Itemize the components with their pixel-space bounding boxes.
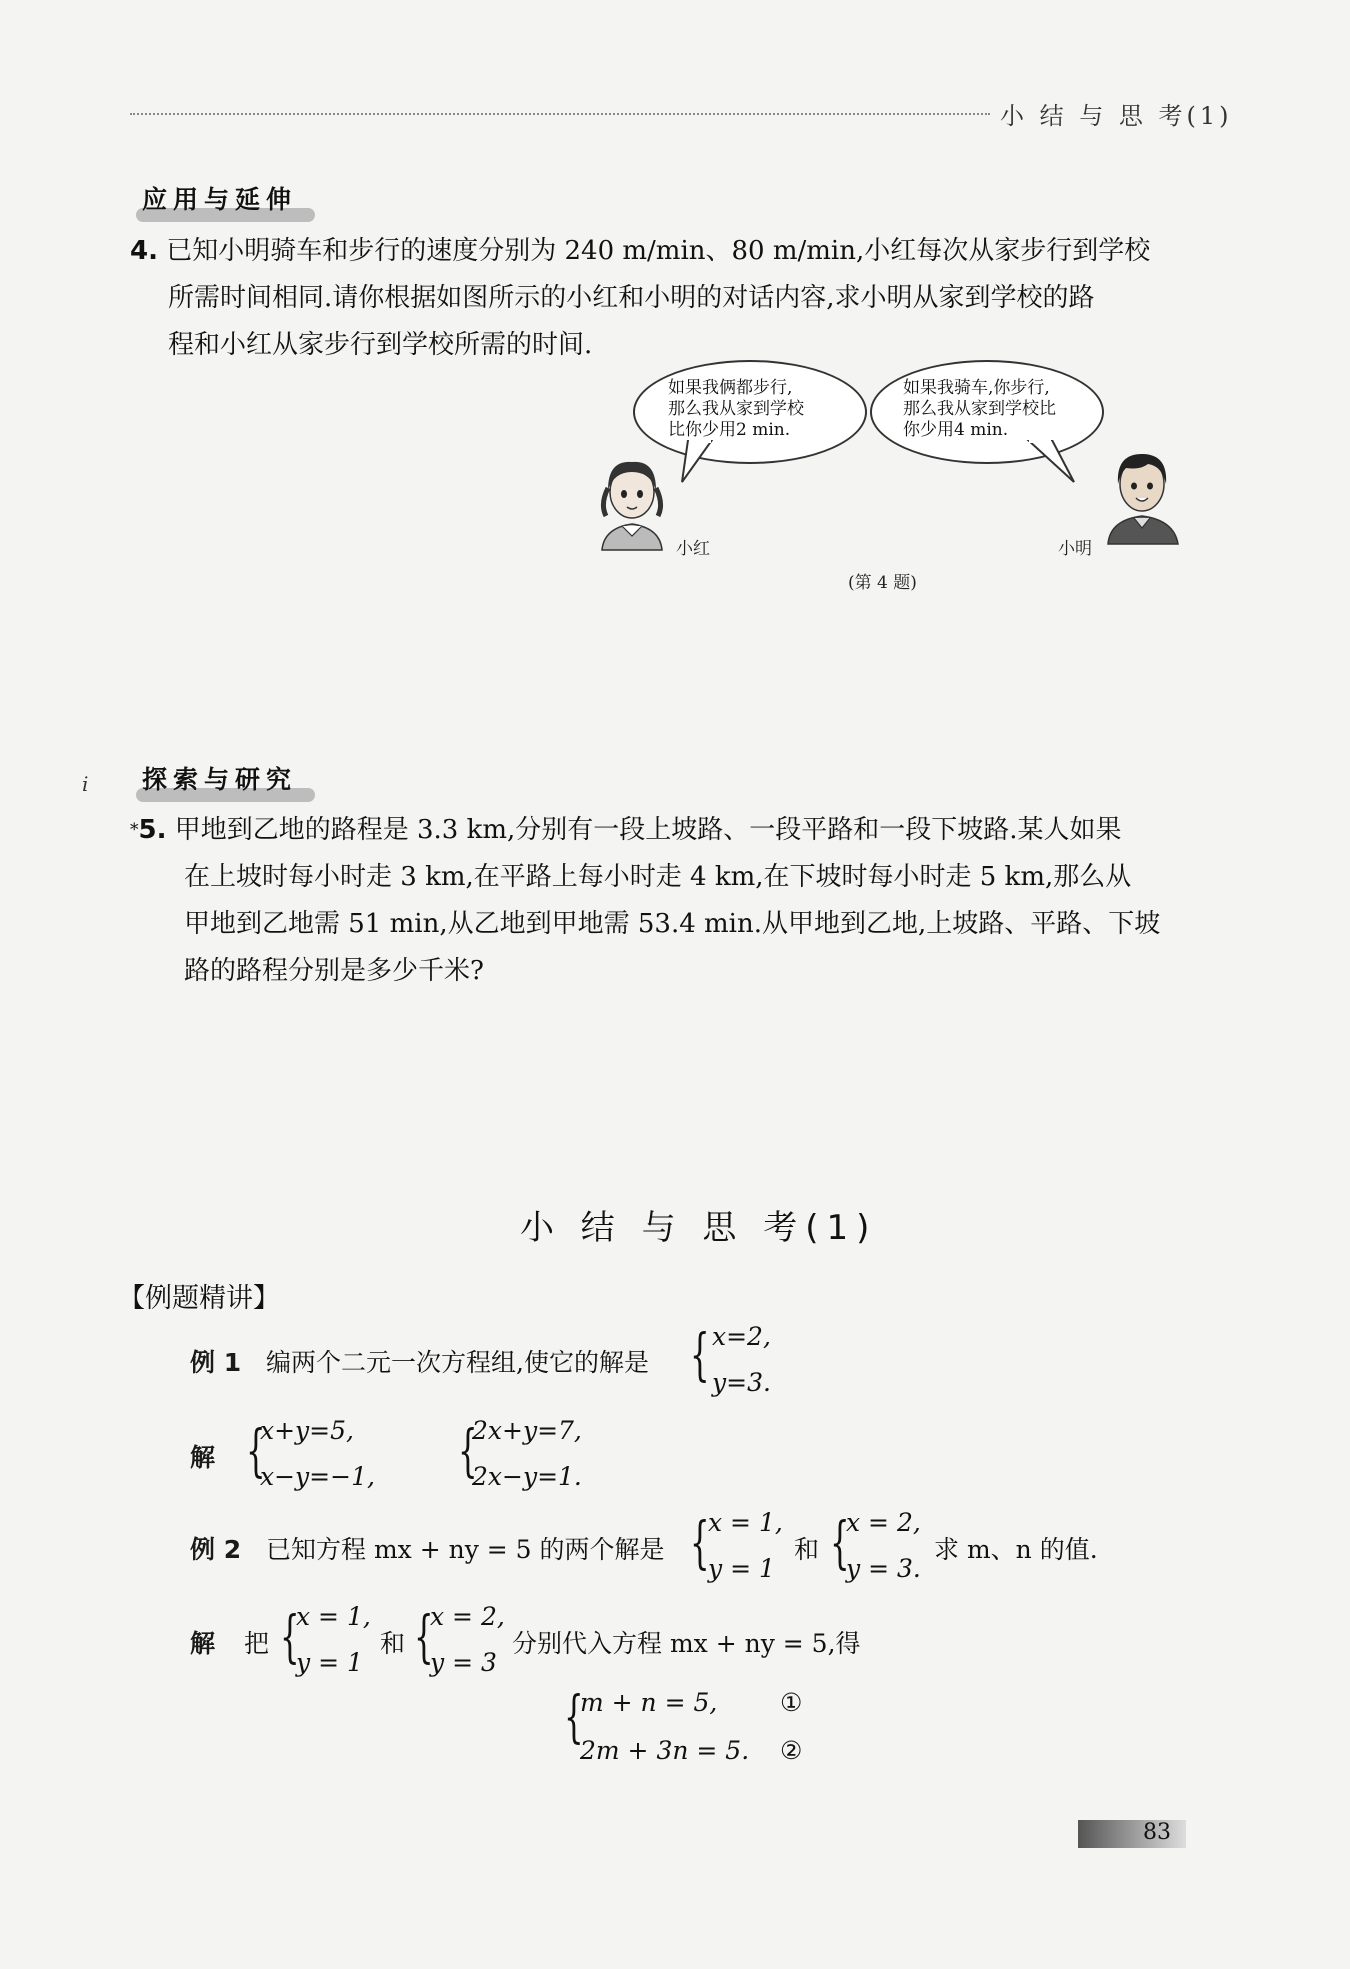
solution-row: y = 3. — [846, 1554, 921, 1583]
subsection-heading: 【例题精讲】 — [118, 1283, 280, 1314]
example-2-tail: 求 m、n 的值. — [934, 1535, 1098, 1564]
question-5-line1: 甲地到乙地的路程是 3.3 km,分别有一段上坡路、一段平路和一段下坡路.某人如果 — [174, 815, 1122, 845]
boy-illustration — [1100, 440, 1185, 550]
bubble-tail-left — [680, 440, 730, 485]
header-rule — [130, 113, 990, 115]
solution-2-tail: 分别代入方程 mx + ny = 5,得 — [512, 1629, 861, 1658]
section-banner-exploration: 探索与研究 — [136, 758, 307, 800]
page-number: 83 — [1143, 1820, 1171, 1845]
question-4-line2: 所需时间相同.请你根据如图所示的小红和小明的对话内容,求小明从家到学校的路 — [168, 283, 1095, 313]
solution-row: x = 2, — [430, 1602, 505, 1631]
example-1-label: 例 1 — [190, 1348, 242, 1377]
speech-line: 那么我从家到学校比 — [903, 399, 1056, 419]
equation-2: 2m + 3n = 5. — [580, 1736, 750, 1765]
question-number: 5. — [138, 815, 167, 845]
page-title: 小 结 与 思 考(1) — [520, 1208, 878, 1248]
solution-row: x = 2, — [846, 1508, 921, 1537]
speech-line: 那么我从家到学校 — [668, 399, 804, 419]
running-header: 小 结 与 思 考(1) — [1000, 102, 1233, 130]
system-row: x−y=−1, — [260, 1462, 375, 1491]
solution-row: y=3. — [712, 1368, 771, 1397]
speech-line: 如果我俩都步行, — [668, 378, 793, 398]
question-5-line2: 在上坡时每小时走 3 km,在平路上每小时走 4 km,在下坡时每小时走 5 km,那么从 — [184, 862, 1132, 892]
solution-row: x = 1, — [296, 1602, 371, 1631]
solution-row: x = 1, — [708, 1508, 783, 1537]
brace: { — [830, 1511, 850, 1576]
girl-name: 小红 — [676, 539, 710, 559]
system-row: 2x−y=1. — [472, 1462, 582, 1491]
brace: { — [414, 1605, 434, 1670]
margin-mark: i — [82, 772, 89, 796]
example-2-label: 例 2 — [190, 1535, 242, 1564]
example-1-text: 编两个二元一次方程组,使它的解是 — [266, 1348, 649, 1377]
solution-1-label: 解 — [190, 1443, 216, 1472]
and-word: 和 — [380, 1629, 406, 1658]
question-4-line3: 程和小红从家步行到学校所需的时间. — [168, 330, 593, 360]
equation-2-tag: ② — [780, 1736, 803, 1765]
question-5 — [130, 807, 1122, 854]
equation-1: m + n = 5, — [580, 1688, 718, 1717]
figure-caption: (第 4 题) — [848, 573, 917, 593]
equation-1-tag: ① — [780, 1688, 803, 1717]
brace: { — [246, 1419, 266, 1484]
speech-line: 如果我骑车,你步行, — [903, 378, 1050, 398]
brace: { — [280, 1605, 300, 1670]
bubble-tail-right — [1020, 440, 1080, 485]
system-row: x+y=5, — [260, 1416, 354, 1445]
question-5-line3: 甲地到乙地需 51 min,从乙地到甲地需 53.4 min.从甲地到乙地,上坡路、平路、下坡 — [184, 909, 1161, 939]
question-4 — [130, 228, 1150, 275]
solution-row: y = 1 — [296, 1648, 363, 1677]
girl-illustration — [592, 450, 672, 560]
put-word: 把 — [244, 1629, 270, 1658]
solution-row: y = 3 — [430, 1648, 497, 1677]
brace: { — [564, 1685, 584, 1750]
question-5-line4: 路的路程分别是多少千米? — [184, 956, 484, 986]
brace: { — [690, 1323, 710, 1388]
solution-row: x=2, — [712, 1322, 771, 1351]
example-2-text: 已知方程 mx + ny = 5 的两个解是 — [266, 1535, 665, 1564]
system-row: 2x+y=7, — [472, 1416, 582, 1445]
and-word: 和 — [794, 1535, 820, 1564]
question-number: 4. — [130, 236, 158, 266]
question-4-line1: 已知小明骑车和步行的速度分别为 240 m/min、80 m/min,小红每次从家步行到学校 — [166, 236, 1151, 266]
solution-2-label: 解 — [190, 1629, 216, 1658]
speech-line: 你少用4 min. — [903, 420, 1009, 440]
speech-text-right — [903, 378, 1056, 441]
brace: { — [690, 1511, 710, 1576]
speech-text-left — [668, 378, 804, 441]
optional-star: * — [130, 820, 139, 840]
boy-name: 小明 — [1058, 539, 1092, 559]
section-banner-application: 应用与延伸 — [136, 178, 307, 220]
speech-line: 比你少用2 min. — [668, 420, 791, 440]
brace: { — [458, 1419, 478, 1484]
solution-row: y = 1 — [708, 1554, 775, 1583]
